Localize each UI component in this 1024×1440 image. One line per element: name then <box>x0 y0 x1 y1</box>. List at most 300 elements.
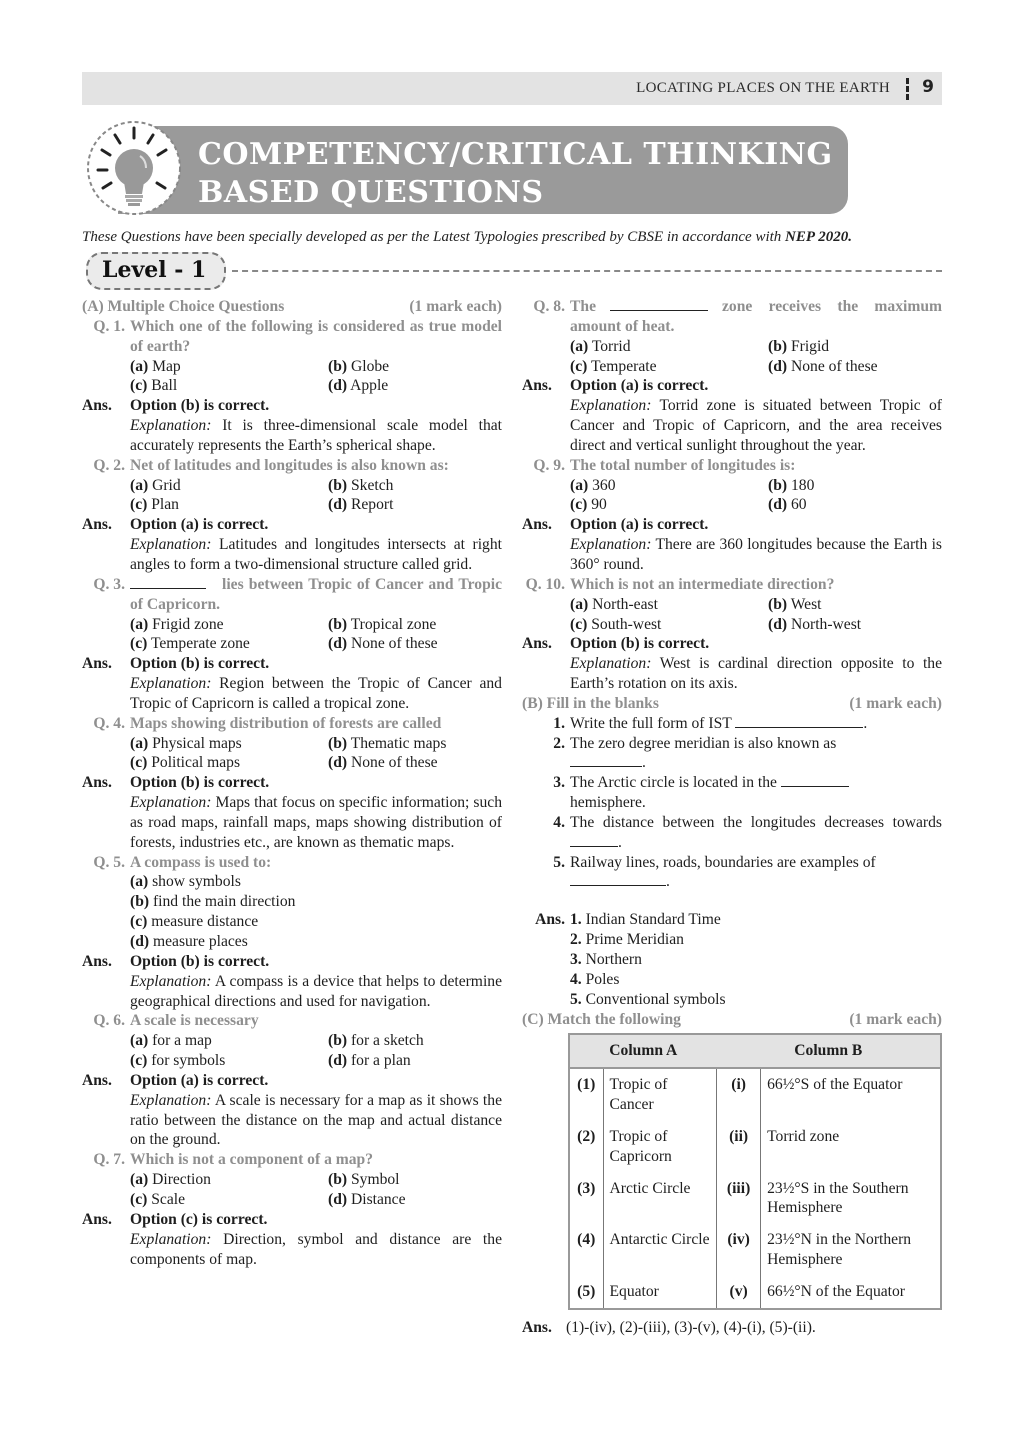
answer-label: Ans. <box>82 655 112 673</box>
option-letter: (a) <box>130 734 149 752</box>
option-letter: (a) <box>130 1032 149 1050</box>
option-text: None of these <box>790 357 878 375</box>
option-text: Map <box>152 357 181 375</box>
item-text <box>570 773 942 813</box>
option-item <box>768 595 942 615</box>
option-text: South-west <box>591 615 662 633</box>
answer-spacer <box>522 970 570 990</box>
option-letter: (b) <box>768 595 788 613</box>
option-item <box>130 476 328 496</box>
match-row <box>569 1276 941 1309</box>
answer-blank <box>781 773 849 787</box>
option-item <box>130 872 502 892</box>
section-c-title: (C) Match the following <box>522 1010 681 1028</box>
explanation <box>82 416 502 456</box>
answer-text: Option (b) is correct. <box>130 397 270 415</box>
column-b-text: 66½°N of the Equator <box>761 1276 941 1309</box>
column-a-text: Equator <box>603 1276 717 1309</box>
option-letter: (d) <box>130 933 150 950</box>
column-a-text: Tropic of Capricorn <box>603 1121 717 1173</box>
explanation <box>82 674 502 714</box>
answer-spacer <box>522 930 570 950</box>
mcq-question <box>82 1150 502 1269</box>
question-text: A compass is used to: <box>130 853 272 871</box>
fill-blank-item <box>522 773 942 813</box>
answer-value: Conventional symbols <box>585 990 726 1008</box>
options-list <box>82 872 502 951</box>
question-text: Which is not an intermediate direction? <box>570 575 835 593</box>
question-stem <box>522 456 942 476</box>
option-text: North-west <box>790 615 862 633</box>
option-item <box>328 376 502 396</box>
option-letter: (d) <box>328 1052 348 1070</box>
item-number: 3. <box>553 774 565 792</box>
answer-text <box>570 970 942 990</box>
banner-title-line2: BASED QUESTIONS <box>198 175 544 210</box>
option-text: Report <box>350 496 394 514</box>
question-number: Q. 4. <box>93 714 125 732</box>
option-text: for a plan <box>350 1052 411 1070</box>
answer-line <box>522 376 942 396</box>
question-number: Q. 9. <box>533 456 565 474</box>
question-text-body: zone receives the maximum amount of heat. <box>570 298 942 335</box>
explanation-text: It is three-dimensional scale model that accurately represents the Earth’s spherical shape. <box>130 417 502 454</box>
option-text: Temperate zone <box>150 635 250 653</box>
explanation-label: Explanation: <box>130 1091 212 1109</box>
answer-value: Indian Standard Time <box>585 911 721 929</box>
option-letter: (c) <box>570 615 588 633</box>
explanation-text: West is cardinal direction opposite to the Earth’s rotation on its axis. <box>570 655 942 693</box>
answer-text: Option (b) is correct. <box>570 635 710 653</box>
section-a-heading <box>82 297 502 317</box>
option-item <box>328 1190 502 1210</box>
option-letter: (d) <box>328 377 348 395</box>
answer-label: Ans. <box>522 377 552 395</box>
column-a-text: Tropic of Cancer <box>603 1068 717 1121</box>
option-item <box>328 1170 502 1190</box>
option-letter: (b) <box>328 1032 348 1050</box>
item-question: Write the full form of IST <box>570 714 732 732</box>
question-number: Q. 8. <box>533 298 565 315</box>
option-item <box>130 1190 328 1210</box>
match-row <box>569 1121 941 1173</box>
fill-blank-answer <box>522 990 942 1010</box>
answer-text: Option (a) is correct. <box>570 516 709 534</box>
option-letter: (c) <box>570 496 588 514</box>
explanation-label: Explanation: <box>570 536 652 554</box>
match-row <box>569 1224 941 1276</box>
column-a-number: (4) <box>577 1231 596 1249</box>
option-item <box>130 357 328 377</box>
explanation-label: Explanation: <box>130 536 212 554</box>
answer-value: Poles <box>585 970 620 988</box>
question-number: Q. 7. <box>93 1151 125 1169</box>
level-divider <box>232 270 942 272</box>
question-number: Q. 10. <box>525 575 565 593</box>
option-letter: (b) <box>328 476 348 494</box>
column-a-text: Antarctic Circle <box>603 1224 717 1276</box>
option-text: 180 <box>790 476 815 494</box>
option-item <box>328 1051 502 1071</box>
explanation <box>82 1230 502 1270</box>
mcq-question <box>82 317 502 456</box>
answer-number: 2. <box>570 931 582 949</box>
answer-label: Ans. <box>82 516 112 534</box>
mcq-question <box>82 456 502 575</box>
question-stem <box>82 456 502 476</box>
option-text: for symbols <box>151 1052 226 1070</box>
question-text <box>570 297 942 337</box>
options-list <box>82 1170 502 1210</box>
option-letter: (c) <box>130 754 148 772</box>
answer-line <box>522 634 942 654</box>
option-letter: (a) <box>130 1171 149 1189</box>
answer-label: Ans. <box>522 516 552 534</box>
option-letter: (b) <box>328 615 348 633</box>
explanation-text: Direction, symbol and distance are the components of map. <box>130 1230 502 1268</box>
option-item <box>328 495 502 515</box>
option-item <box>328 734 502 754</box>
options-list <box>82 476 502 516</box>
question-text: Which one of the following is considered as true model of earth? <box>130 317 502 355</box>
item-question: Railway lines, roads, boundaries are examples of <box>570 853 876 871</box>
question-number: Q. 5. <box>93 853 125 871</box>
explanation <box>82 793 502 853</box>
question-text <box>130 575 502 615</box>
option-item <box>768 337 942 357</box>
question-text: The total number of longitudes is: <box>570 456 796 474</box>
question-stem <box>522 297 942 337</box>
answer-label: Ans. <box>535 911 565 929</box>
option-item <box>570 476 768 496</box>
question-stem <box>82 1011 502 1031</box>
match-answer-label: Ans. <box>522 1318 552 1336</box>
section-c-heading <box>522 1010 942 1030</box>
explanation-label: Explanation: <box>130 1230 212 1248</box>
question-number: Q. 1. <box>93 317 125 335</box>
option-text: Torrid <box>591 337 631 355</box>
match-row <box>569 1068 941 1121</box>
option-text: Scale <box>151 1190 185 1208</box>
option-text: measure places <box>152 933 248 950</box>
option-text: North-east <box>592 595 658 613</box>
option-item <box>570 615 768 635</box>
section-b-title: (B) Fill in the blanks <box>522 694 659 712</box>
column-b-number: (ii) <box>717 1121 761 1173</box>
option-letter: (c) <box>130 377 148 395</box>
answer-text: Option (a) is correct. <box>130 1071 269 1089</box>
column-b-text: 23½°S in the Southern Hemisphere <box>761 1173 941 1225</box>
mcq-question <box>522 575 942 694</box>
mcq-question <box>82 575 502 714</box>
mcq-question <box>82 714 502 853</box>
fill-blank-answer <box>522 910 942 930</box>
option-letter: (c) <box>130 913 148 931</box>
explanation-text: A compass is a device that helps to determine geographical directions and used for navigation. <box>130 972 502 1010</box>
header-separator <box>906 78 909 100</box>
answer-label: Ans. <box>82 1071 112 1089</box>
option-letter: (a) <box>570 476 589 494</box>
question-stem <box>82 714 502 734</box>
match-table <box>568 1033 942 1309</box>
column-b-number: (iii) <box>717 1173 761 1225</box>
option-text: Ball <box>151 377 178 395</box>
option-text: Apple <box>350 377 389 395</box>
column-a-number: (2) <box>577 1127 596 1145</box>
answer-blank <box>570 872 666 886</box>
question-stem <box>82 853 502 873</box>
option-text: find the main direction <box>152 893 296 911</box>
page-number: 9 <box>922 77 934 97</box>
answer-line <box>82 952 502 972</box>
column-a-text: Arctic Circle <box>603 1173 717 1225</box>
option-item <box>328 634 502 654</box>
question-stem <box>82 575 502 615</box>
intro-emphasis: NEP 2020. <box>785 229 852 245</box>
option-item <box>130 1051 328 1071</box>
answer-text <box>570 950 942 970</box>
running-header <box>82 72 942 105</box>
explanation-text: Latitudes and longitudes intersects at right angles to form a two-dimensional structure called grid. <box>130 536 502 573</box>
answer-value: Prime Meridian <box>585 931 684 949</box>
option-text: West <box>790 595 822 613</box>
option-text: Frigid zone <box>152 615 224 633</box>
option-text: None of these <box>350 635 438 653</box>
answer-number: 4. <box>570 970 582 988</box>
answer-blank <box>610 297 708 311</box>
answer-text: Option (a) is correct. <box>570 377 709 395</box>
item-question: The distance between the longitudes decreases towards <box>570 813 942 831</box>
column-b-text: Torrid zone <box>761 1121 941 1173</box>
question-number: Q. 2. <box>93 456 125 474</box>
answer-number: 1. <box>570 911 582 929</box>
option-item <box>768 476 942 496</box>
explanation-text: There are 360 longitudes because the Earth is 360° round. <box>570 536 942 573</box>
answer-line <box>82 654 502 674</box>
option-text: 360 <box>592 476 616 494</box>
question-text: Net of latitudes and longitudes is also known as: <box>130 456 449 474</box>
answer-text: Option (b) is correct. <box>130 952 270 970</box>
answer-line <box>82 515 502 535</box>
answer-line <box>82 396 502 416</box>
option-text: Globe <box>350 357 390 375</box>
item-after: hemisphere. <box>570 794 646 812</box>
column-b-text: 23½°N in the Northern Hemisphere <box>761 1224 941 1276</box>
option-text: Plan <box>151 496 179 514</box>
option-text: for a map <box>152 1032 212 1050</box>
item-text <box>570 714 942 734</box>
answer-label: Ans. <box>522 635 552 653</box>
question-text: Which is not a component of a map? <box>130 1151 374 1169</box>
answer-blank <box>570 833 618 847</box>
answer-line <box>522 515 942 535</box>
option-text: Grid <box>152 476 181 494</box>
option-letter: (a) <box>130 615 149 633</box>
answer-text: Option (b) is correct. <box>130 774 270 792</box>
answer-number: 3. <box>570 951 582 968</box>
section-a-marks: (1 mark each) <box>409 298 502 315</box>
option-text: Distance <box>350 1190 406 1208</box>
option-text: measure distance <box>151 913 259 931</box>
options-list <box>82 734 502 774</box>
option-text: 60 <box>790 496 807 514</box>
option-text: Tropical zone <box>350 615 437 633</box>
explanation <box>522 654 942 694</box>
match-answer <box>522 1318 942 1338</box>
option-letter: (c) <box>130 1052 148 1070</box>
item-after: . <box>618 833 622 851</box>
answer-text: Option (a) is correct. <box>130 516 269 534</box>
option-letter: (b) <box>130 893 150 911</box>
option-letter: (a) <box>570 337 589 355</box>
options-list <box>82 615 502 655</box>
fill-blank-answer <box>522 950 942 970</box>
explanation-label: Explanation: <box>130 972 212 990</box>
explanation-label: Explanation: <box>570 397 652 415</box>
option-item <box>570 495 768 515</box>
options-list <box>522 476 942 516</box>
match-table-header <box>569 1034 941 1068</box>
explanation-text: Region between the Tropic of Cancer and Tropic of Capricorn is called a tropical zone. <box>130 675 502 712</box>
option-letter: (b) <box>328 1171 348 1189</box>
answer-text <box>570 930 942 950</box>
level-badge <box>86 252 226 290</box>
option-letter: (c) <box>130 496 148 514</box>
question-number: Q. 6. <box>93 1012 125 1030</box>
option-item <box>130 615 328 635</box>
option-item <box>768 495 942 515</box>
lightbulb-icon <box>84 118 184 218</box>
explanation <box>522 396 942 456</box>
item-text <box>570 853 942 893</box>
intro-note <box>82 229 852 246</box>
fill-blank-answer <box>522 970 942 990</box>
mcq-question <box>522 297 942 456</box>
question-stem <box>82 317 502 357</box>
option-text: Sketch <box>350 476 394 494</box>
item-number: 2. <box>553 734 565 752</box>
question-text-before: The <box>570 298 596 315</box>
section-a-title: (A) Multiple Choice Questions <box>82 298 285 315</box>
section-b-heading <box>522 694 942 714</box>
answer-value: Northern <box>585 951 642 968</box>
option-text: Physical maps <box>152 734 242 752</box>
option-text: Direction <box>152 1171 211 1189</box>
option-letter: (d) <box>328 1190 348 1208</box>
answer-line <box>82 1071 502 1091</box>
option-letter: (a) <box>130 476 149 494</box>
option-letter: (a) <box>570 595 589 613</box>
option-letter: (c) <box>130 635 148 653</box>
answer-text: Option (c) is correct. <box>130 1210 268 1228</box>
answer-label: Ans. <box>82 397 112 415</box>
option-letter: (d) <box>328 496 348 514</box>
item-question: The Arctic circle is located in the <box>570 774 777 792</box>
match-answer-text: (1)-(iv), (2)-(iii), (3)-(v), (4)-(i), (5)-(ii). <box>566 1318 816 1336</box>
option-text: Frigid <box>790 337 830 355</box>
item-question: The zero degree meridian is also known as <box>570 734 837 752</box>
explanation-text: A scale is necessary for a map as it shows the ratio between the distance on the map and actual distance on the ground. <box>130 1091 502 1149</box>
item-number: 4. <box>553 813 565 831</box>
section-banner <box>118 126 848 214</box>
explanation-label: Explanation: <box>570 655 652 673</box>
question-stem <box>82 1150 502 1170</box>
option-letter: (d) <box>768 615 788 633</box>
answer-label: Ans. <box>82 1210 112 1228</box>
answer-text: Option (b) is correct. <box>130 655 270 673</box>
option-item <box>130 1031 328 1051</box>
option-item <box>130 1170 328 1190</box>
option-item <box>768 615 942 635</box>
question-text-body: lies between Tropic of Cancer and Tropic of Capricorn. <box>130 575 502 613</box>
option-text: Symbol <box>350 1171 400 1189</box>
banner-title-line1: COMPETENCY/CRITICAL THINKING <box>198 137 833 172</box>
answer-text <box>570 910 942 930</box>
option-letter: (d) <box>768 357 788 375</box>
column-b-number: (v) <box>717 1276 761 1309</box>
answer-line <box>82 1210 502 1230</box>
option-item <box>130 912 502 932</box>
option-item <box>130 634 328 654</box>
mcq-question <box>522 456 942 575</box>
column-a-number: (5) <box>577 1282 596 1300</box>
option-text: for a sketch <box>350 1032 424 1050</box>
explanation <box>82 1091 502 1151</box>
answer-label: Ans. <box>82 774 112 792</box>
option-item <box>130 753 328 773</box>
options-list <box>82 1031 502 1071</box>
answer-spacer <box>522 990 570 1010</box>
option-item <box>328 1031 502 1051</box>
item-after: . <box>666 873 670 891</box>
option-item <box>130 495 328 515</box>
fill-blank-item <box>522 734 942 774</box>
answer-blank <box>735 714 863 728</box>
question-number: Q. 3. <box>93 575 125 593</box>
option-letter: (a) <box>130 873 149 891</box>
item-after: . <box>642 754 646 772</box>
answer-number: 5. <box>570 990 582 1008</box>
item-number: 5. <box>553 853 565 871</box>
banner-title <box>198 136 833 212</box>
answer-spacer <box>522 950 570 970</box>
answer-text <box>570 990 942 1010</box>
column-b-header: Column B <box>717 1034 941 1068</box>
left-column <box>82 297 502 1269</box>
explanation <box>522 535 942 575</box>
option-text: show symbols <box>152 873 241 891</box>
answer-blank <box>130 575 206 589</box>
item-after: . <box>863 714 868 732</box>
option-letter: (c) <box>130 1190 148 1208</box>
option-item <box>130 932 502 952</box>
column-b-text: 66½°S of the Equator <box>761 1068 941 1121</box>
section-c-marks: (1 mark each) <box>849 1010 942 1028</box>
option-text: None of these <box>350 754 438 772</box>
mcq-question <box>82 1011 502 1150</box>
option-letter: (d) <box>328 754 348 772</box>
option-letter: (a) <box>130 357 149 375</box>
item-text <box>570 813 942 853</box>
answer-line <box>82 773 502 793</box>
option-letter: (b) <box>768 476 788 494</box>
column-b-number: (i) <box>717 1068 761 1121</box>
explanation <box>82 972 502 1012</box>
option-letter: (d) <box>328 635 348 653</box>
level-label: Level - 1 <box>102 257 207 283</box>
right-column <box>522 297 942 1338</box>
option-item <box>328 615 502 635</box>
